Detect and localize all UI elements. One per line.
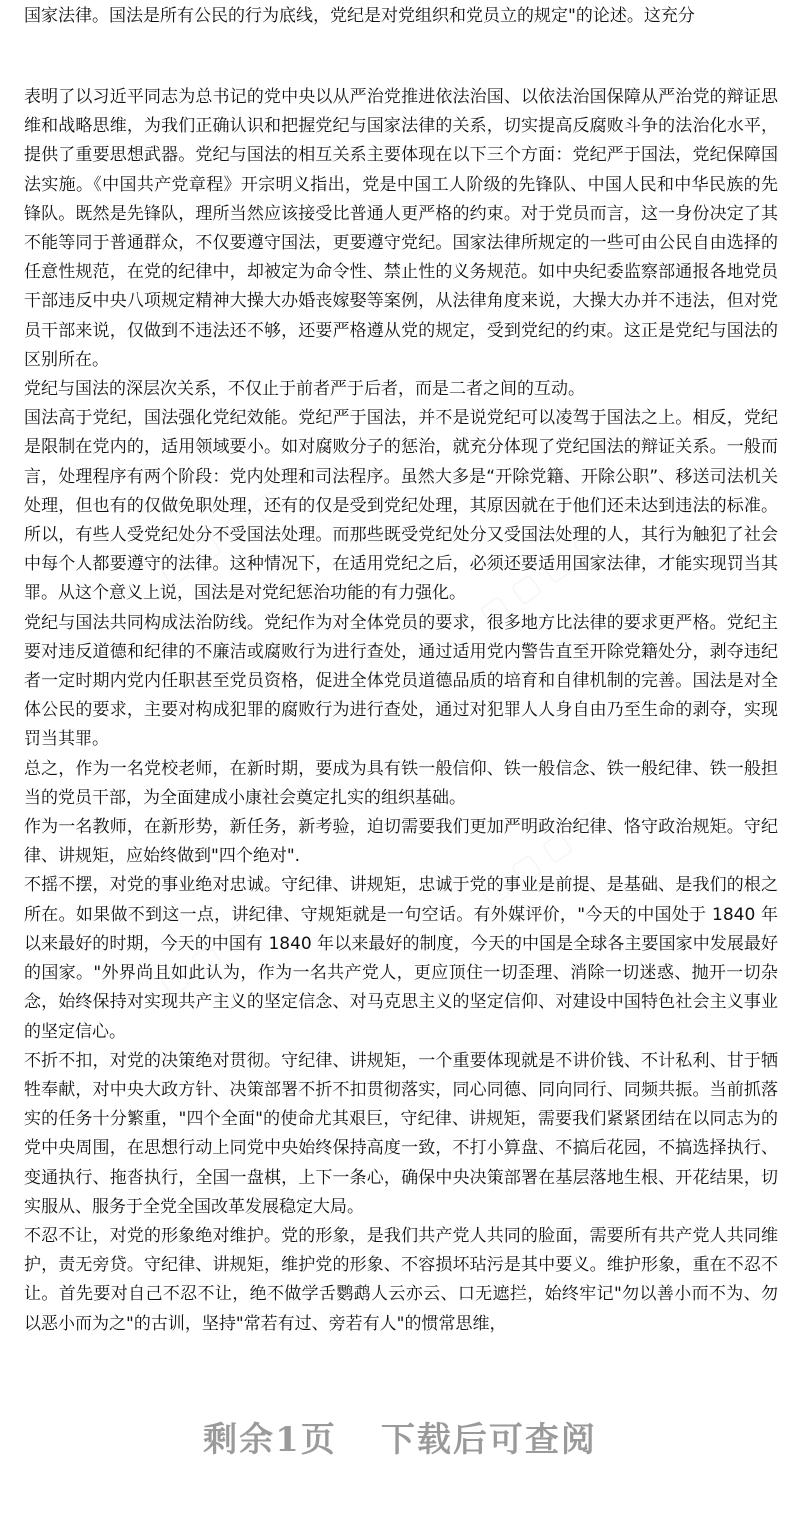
paragraph: 国法高于党纪，国法强化党纪效能。党纪严于国法，并不是说党纪可以凌驾于国法之上。相反，党纪是限制在党内的，适用领域要小。如对腐败分子的惩治，就充分体现了党纪国法的辩证关系。一般而言，处理程序有两个阶段：党内处理和司法程序。虽然大多是“开除党籍、开除公职”、移送司法机关处理，但也有的仅做免职处理，还有的仅是受到党纪处理，其原因就在于他们还未达到违法的标准。所以，有些人受党纪处分不受国法处理。而那些既受党纪处分又受国法处理的人，其行为触犯了社会中每个人都要遵守的法律。这种情况下，在适用党纪之后，必须还要适用国家法律，才能实现罚当其罪。从这个意义上说，国法是对党纪惩治功能的有力强化。 (24, 408, 778, 604)
paragraph: 不折不扣，对党的决策绝对贯彻。守纪律、讲规矩，一个重要体现就是不讲价钱、不计私利、甘于牺牲奉献，对中央大政方针、决策部署不折不扣贯彻落实，同心同德、同向同行、同频共振。当前抓落实的任务十分繁重，"四个全面"的使命尤其艰巨，守纪律、讲规矩，需要我们紧紧团结在以同志为的党中央周围，在思想行动上同党中央始终保持高度一致，不打小算盘、不搞后花园，不搞选择执行、变通执行、拖沓执行，全国一盘棋，上下一条心，确保中央决策部署在基层落地生根、开花结果，切实服从、服务于全党全国改革发展稳定大局。 (24, 1050, 778, 1217)
paragraph: 不摇不摆，对党的事业绝对忠诚。守纪律、讲规矩，忠诚于党的事业是前提、是基础、是我们的根之所在。如果做不到这一点，讲纪律、守规矩就是一句空话。有外媒评价，"今天的中国处于 1840 年以来最好的时期，今天的中国有 1840 年以来最好的制度，今天的中国是全球各主要国家中发展最好的国家。"外界尚且如此认为，作为一名共产党人，更应顶住一切歪理、消除一切迷惑、抛开一切杂念，始终保持对实现共产主义的坚定信念、对马克思主义的坚定信仰、对建设中国特色社会主义事业的坚定信心。 (24, 875, 778, 1042)
article-body (24, 83, 778, 1339)
download-hint-label: 下载后可查阅 (380, 1420, 597, 1460)
paragraph: 不忍不让，对党的形象绝对维护。党的形象，是我们共产党人共同的脸面，需要所有共产党人共同维护，责无旁贷。守纪律、讲规矩，维护党的形象、不容损坏玷污是其中要义。维护形象，重在不忍不让。首先要对自己不忍不让，绝不做学舌鹦鹉人云亦云、口无遮拦，始终牢记"勿以善小而不为、勿以恶小而为之"的古训，坚持"常若有过、旁若有人"的惯常思维， (24, 1225, 778, 1334)
paragraph: 表明了以习近平同志为总书记的党中央以从严治党推进依法治国、以依法治国保障从严治党的辩证思维和战略思维，为我们正确认识和把握党纪与国家法律的关系，切实提高反腐败斗争的法治化水平，提供了重要思想武器。党纪与国法的相互关系主要体现在以下三个方面：党纪严于国法，党纪保障国法实施。《中国共产党章程》开宗明义指出，党是中国工人阶级的先锋队、中国人民和中华民族的先锋队。既然是先锋队，理所当然应该接受比普通人更严格的约束。对于党员而言，这一身份决定了其不能等同于普通群众，不仅要遵守国法，更要遵守党纪。国家法律所规定的一些可由公民自由选择的任意性规范，在党的纪律中，却被定为命令性、禁止性的义务规范。如中央纪委监察部通报各地党员干部违反中央八项规定精神大操大办婚丧嫁娶等案例，从法律角度来说，大操大办并不违法，但对党员干部来说，仅做到不违法还不够，还要严格遵从党的规定，受到党纪的约束。这正是党纪与国法的区别所在。 (24, 87, 778, 370)
paragraph: 党纪与国法的深层次关系，不仅止于前者严于后者，而是二者之间的互动。 (24, 379, 585, 400)
paragraph: 总之，作为一名党校老师，在新时期，要成为具有铁一般信仰、铁一般信念、铁一般纪律、铁一般担当的党员干部，为全面建成小康社会奠定扎实的组织基础。 (24, 758, 778, 808)
remaining-pages-label: 剩余1页 (203, 1420, 337, 1460)
continued-text-line: 国家法律。国法是所有公民的行为底线，党纪是对党组织和党员立的规定"的论述。这充分 (24, 6, 695, 26)
paragraph: 党纪与国法共同构成法治防线。党纪作为对全体党员的要求，很多地方比法律的要求更严格。党纪主要对违反道德和纪律的不廉洁或腐败行为进行查处，通过适用党内警告直至开除党籍处分，剥夺违纪者一定时期内党内任职甚至党员资格，促进全体党员道德品质的培育和自律机制的完善。国法是对全体公民的要求，主要对构成犯罪的腐败行为进行查处，通过对犯罪人人身自由乃至生命的剥夺，实现罚当其罪。 (24, 612, 778, 750)
download-prompt[interactable] (0, 1415, 800, 1465)
paragraph: 作为一名教师，在新形势，新任务，新考验，迫切需要我们更加严明政治纪律、恪守政治规矩。守纪律、讲规矩，应始终做到"四个绝对". (24, 817, 778, 867)
